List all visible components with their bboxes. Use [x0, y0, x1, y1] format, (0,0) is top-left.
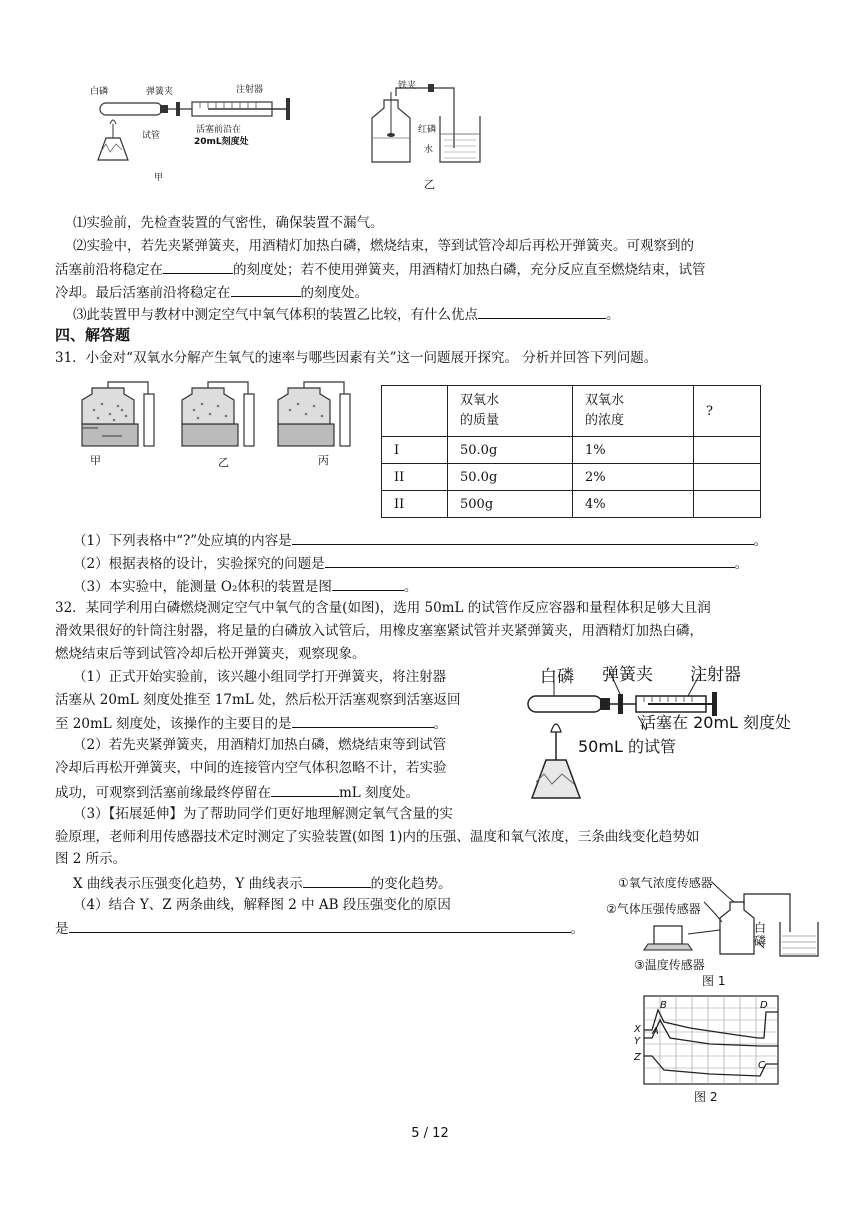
section-heading: 四、解答题 [55, 326, 131, 344]
q30-text: ⑶此装置甲与教材中测定空气中氧气体积的装置乙比较，有什么优点 [73, 307, 478, 323]
table-cell: 2% [573, 464, 694, 491]
point-b: B [660, 1000, 667, 1011]
answer-blank[interactable] [325, 553, 735, 568]
apparatus-jia-drawing [88, 78, 298, 188]
label-tanhuangjia-q32: 弹簧夹 [602, 665, 653, 685]
label-shui: 水 [424, 145, 434, 155]
table-header-cell: ? [694, 386, 761, 437]
table-cell: 50.0g [448, 464, 573, 491]
point-a: A [652, 1026, 659, 1037]
q32-sub3-line1: （3）【拓展延伸】为了帮助同学们更好地理解测定氧气含量的实 [73, 806, 453, 822]
table-cell: 50.0g [448, 437, 573, 464]
q32-text: 是 [55, 921, 69, 937]
table-cell: 4% [573, 491, 694, 518]
table-cell: 500g [448, 491, 573, 518]
answer-blank[interactable] [69, 918, 571, 933]
q32-text: mL 刻度处。 [339, 785, 420, 801]
q31-data-table [381, 385, 761, 518]
figure-jia [88, 78, 298, 188]
table-row [382, 437, 761, 464]
q31-text: （2）根据表格的设计，实验探究的问题是 [73, 556, 325, 572]
answer-blank[interactable] [303, 873, 371, 888]
q30-part2-line3 [55, 282, 368, 302]
axis-x-label: X [634, 1024, 641, 1035]
page-number: 5 / 12 [411, 1126, 449, 1141]
q31-apparatus-drawing [78, 380, 368, 450]
label-shiguan-q32: 50mL 的试管 [578, 737, 676, 756]
label-zhusheqi-q32: 注射器 [690, 665, 741, 685]
q32-figure2 [630, 994, 830, 1104]
caption-jia-31: 甲 [90, 454, 101, 467]
q31-sub3 [73, 576, 417, 596]
label-huosai-q32: 活塞在 20mL 刻度处 [640, 713, 792, 732]
q32-sub3-line4 [73, 873, 452, 893]
q32-sub1-line2: 活塞从 20mL 刻度处推至 17mL 处，然后松开活塞观察到活塞返回 [55, 692, 461, 708]
table-cell: II [382, 491, 448, 518]
label-huosai: 活塞前沿在 [196, 125, 242, 135]
q31-text: （1）下列表格中“?”处应填的内容是 [73, 533, 292, 549]
q32-figure1 [604, 872, 830, 990]
label-baipin: 白磷 [90, 87, 109, 97]
caption-fig1: 图 1 [702, 974, 726, 988]
q32-sub1-line1: （1）正式开始实验前，该兴趣小组同学打开弹簧夹，将注射器 [73, 669, 447, 685]
answer-blank[interactable] [271, 782, 339, 797]
q32-intro-line1: 32．某同学利用白磷燃烧测定空气中氧气的含量(如图)，选用 50mL 的试管作反应容器和量程体积足够大且润 [55, 600, 711, 616]
label-tiejia: 铁夹 [398, 81, 417, 91]
caption-bing-31: 丙 [318, 454, 329, 467]
q32-sub2-line2: 冷却后再松开弹簧夹，中间的连接管内空气体积忽略不计，若实验 [55, 760, 447, 776]
caption-fig2: 图 2 [694, 1090, 718, 1104]
table-cell: I [382, 437, 448, 464]
axis-z-label: Z [634, 1052, 641, 1063]
q32-text: 成功，可观察到活塞前缘最终停留在 [55, 785, 271, 801]
q31-sub1 [73, 530, 767, 550]
table-header-cell: 双氧水 的浓度 [573, 386, 694, 437]
table-row [382, 464, 761, 491]
q32-sub3-line3: 图 2 所示。 [55, 851, 127, 867]
label-tanhuangjia: 弹簧夹 [146, 87, 174, 97]
q30-text: 活塞前沿将稳定在 [55, 262, 163, 278]
table-header-row [382, 386, 761, 437]
table-cell[interactable] [694, 437, 761, 464]
q30-part2-line2 [55, 259, 706, 279]
q31-sub2 [73, 553, 748, 573]
label-baipin-q32: 白磷 [540, 667, 574, 687]
figure-yi [368, 78, 488, 190]
q32-apparatus-figure [518, 660, 818, 808]
label-sensor2: ②气体压强传感器 [606, 902, 701, 916]
label-sensor3: ③温度传感器 [634, 958, 705, 972]
q32-intro-line2: 滑效果很好的针筒注射器，将足量的白磷放入试管后，用橡皮塞塞紧试管并夹紧弹簧夹，用酒精灯加热白磷， [55, 623, 703, 639]
label-baipin-fig1: 白磷 [754, 921, 767, 948]
q31-text: 。 [403, 579, 418, 595]
table-cell[interactable] [694, 464, 761, 491]
table-cell: II [382, 464, 448, 491]
answer-blank[interactable] [163, 259, 233, 274]
q30-text: 的刻度处。 [300, 285, 368, 301]
q31-figure [78, 380, 368, 468]
table-cell: 1% [573, 437, 694, 464]
q30-text: 。 [606, 307, 620, 323]
q32-text: 的变化趋势。 [370, 876, 452, 892]
label-honglin: 红磷 [418, 125, 437, 135]
q30-text: 冷却。最后活塞前沿将稳定在 [55, 285, 231, 301]
answer-blank[interactable] [292, 530, 754, 545]
q32-intro-line3: 燃烧结束后等到试管冷却后松开弹簧夹，观察现象。 [55, 646, 366, 662]
q32-text: 至 20mL 刻度处，该操作的主要目的是 [55, 716, 292, 732]
q30-part3 [73, 304, 620, 324]
q30-part1: ⑴实验前，先检查装置的气密性，确保装置不漏气。 [73, 215, 384, 231]
q32-text: 。 [433, 716, 448, 732]
table-header-cell [382, 386, 448, 437]
q32-sub4-line2 [55, 918, 584, 938]
q30-part2-line1: ⑵实验中，若先夹紧弹簧夹，用酒精灯加热白磷，燃烧结束，等到试管冷却后再松开弹簧夹。可观察到的 [73, 238, 694, 254]
point-d: D [760, 1000, 768, 1011]
q30-text: 的刻度处；若不使用弹簧夹，用酒精灯加热白磷，充分反应直至燃烧结束，试管 [233, 262, 706, 278]
label-zhusheqi: 注射器 [236, 85, 264, 95]
caption-yi: 乙 [424, 178, 435, 191]
q32-sub4-line1: （4）结合 Y、Z 两条曲线，解释图 2 中 AB 段压强变化的原因 [73, 897, 451, 913]
q32-sub3-line2: 验原理，老师利用传感器技术定时测定了实验装置(如图 1)内的压强、温度和氧气浓度，三条曲线变化趋势如 [55, 829, 700, 845]
answer-blank[interactable] [478, 304, 606, 319]
label-kedu: 20mL刻度处 [194, 137, 249, 147]
q32-sub2-line3 [55, 782, 419, 802]
table-row [382, 491, 761, 518]
q32-sub1-line3 [55, 713, 447, 733]
label-shiguan: 试管 [142, 131, 161, 141]
q31-text: （3）本实验中，能测量 O₂体积的装置是图 [73, 579, 332, 595]
caption-yi-31: 乙 [218, 456, 229, 469]
answer-blank[interactable] [332, 576, 404, 591]
q31-intro: 31．小金对“双氧水分解产生氧气的速率与哪些因素有关”这一问题展开探究。 分析并回答下列问题。 [55, 350, 658, 366]
q32-sub2-line1: （2）若先夹紧弹簧夹，用酒精灯加热白磷，燃烧结束等到试管 [73, 737, 447, 753]
label-sensor1: ①氧气浓度传感器 [618, 876, 713, 890]
caption-jia: 甲 [154, 173, 164, 183]
q31-text: 。 [753, 533, 768, 549]
q31-text: 。 [734, 556, 749, 572]
table-cell[interactable] [694, 491, 761, 518]
point-c: C [758, 1060, 765, 1071]
answer-blank[interactable] [231, 282, 301, 297]
q32-text: 。 [570, 921, 584, 937]
axis-y-label: Y [634, 1036, 641, 1047]
q32-text: X 曲线表示压强变化趋势，Y 曲线表示 [73, 876, 303, 892]
table-header-cell: 双氧水 的质量 [448, 386, 573, 437]
answer-blank[interactable] [292, 713, 434, 728]
